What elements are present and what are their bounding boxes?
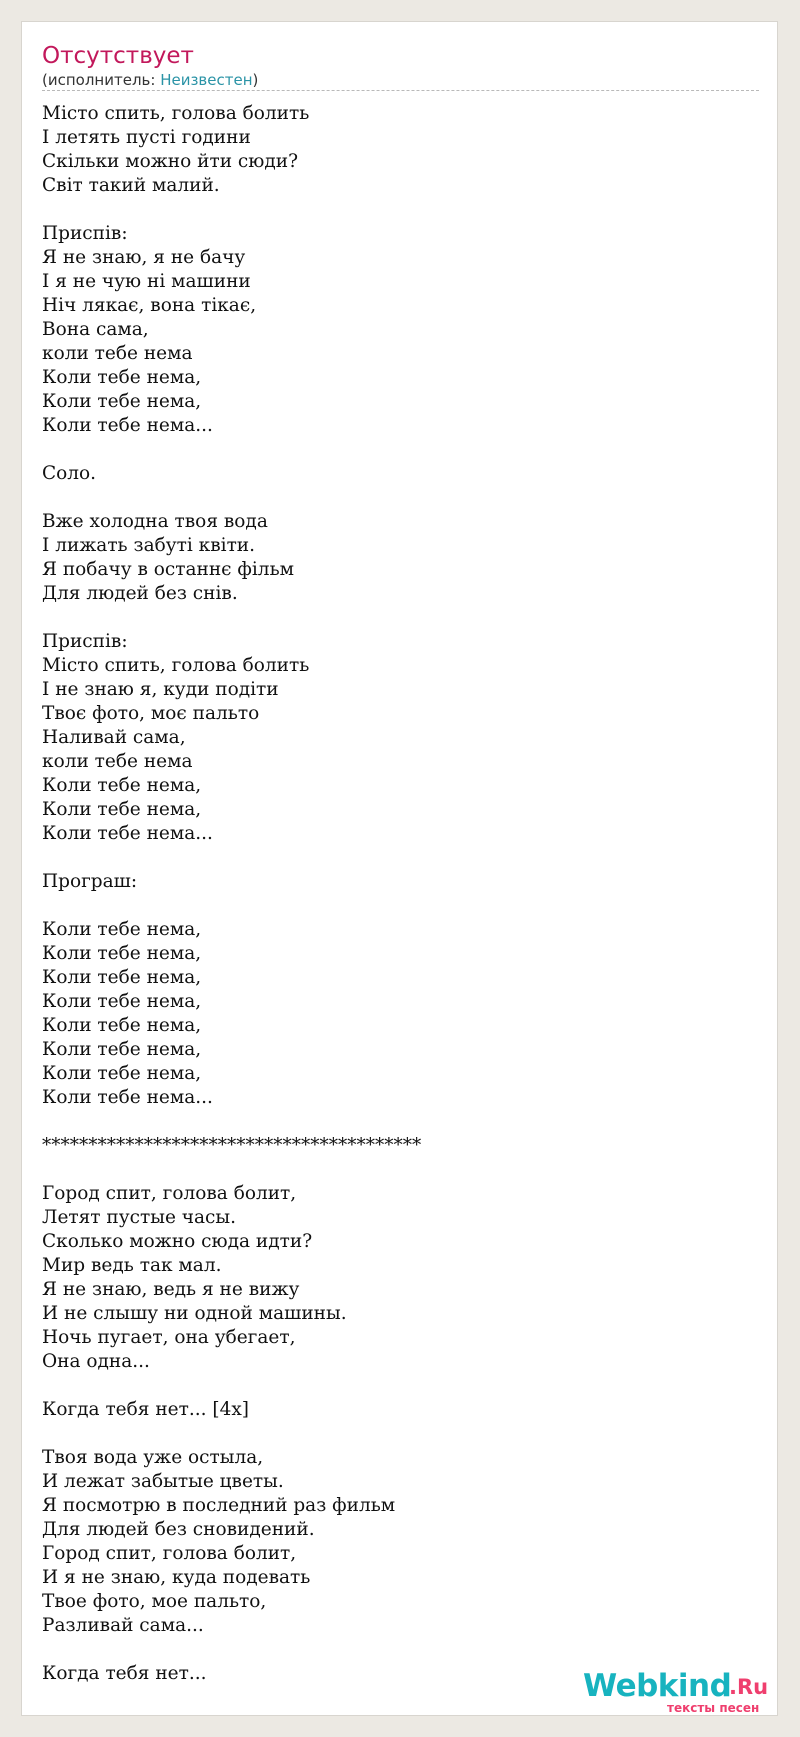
logo-brand: Webkind: [583, 1668, 732, 1704]
title-divider: [42, 90, 759, 91]
logo-tld: .Ru: [729, 1675, 769, 1699]
lyrics-text: Місто спить, голова болить І летять пусті години Скільки можно йти сюди? Світ такий малий. Приспів: Я не знаю, я не бачу І я не чую ні машини Ніч лякає, вона тікає, Вона сама, коли тебе нема Коли тебе нема, Коли тебе нема, Коли тебе нема... Соло. Вже холодна твоя вода І лижать забуті квіти. Я побачу в останнє фільм Для людей без снів. Приспів: Місто спить, голова болить І не знаю я, куди подіти Твоє фото, моє пальто Наливай сама, коли тебе нема Коли тебе нема, Коли тебе нема, Коли тебе нема... Програш: Коли тебе нема, Коли тебе нема, Коли тебе нема, Коли тебе нема, Коли тебе нема, Коли тебе нема, Коли тебе нема, Коли тебе нема... ***************************************** Город спит, голова болит, Летят пустые часы. Сколько можно сюда идти? Мир ведь так мал. Я не знаю, ведь я не вижу И не слышу ни одной машины. Ночь пугает, она убегает, Она одна... Когда тебя нет... [4x] Твоя вода уже остыла, И лежат забытые цветы. Я посмотрю в последний раз фильм Для людей без сновидений. Город спит, голова болит, И я не знаю, куда подевать Твое фото, мое пальто, Разливай сама... Когда тебя нет...: [42, 103, 422, 1684]
performer-suffix: ): [252, 71, 259, 89]
song-title: Отсутствует: [42, 43, 194, 69]
performer-line: [42, 70, 258, 90]
lyrics-card: [21, 21, 778, 1716]
logo-tagline: тексты песен: [667, 1701, 760, 1715]
artist-link[interactable]: Неизвестен: [160, 71, 253, 89]
site-logo[interactable]: [583, 1668, 773, 1716]
performer-prefix: (исполнитель:: [42, 71, 161, 89]
